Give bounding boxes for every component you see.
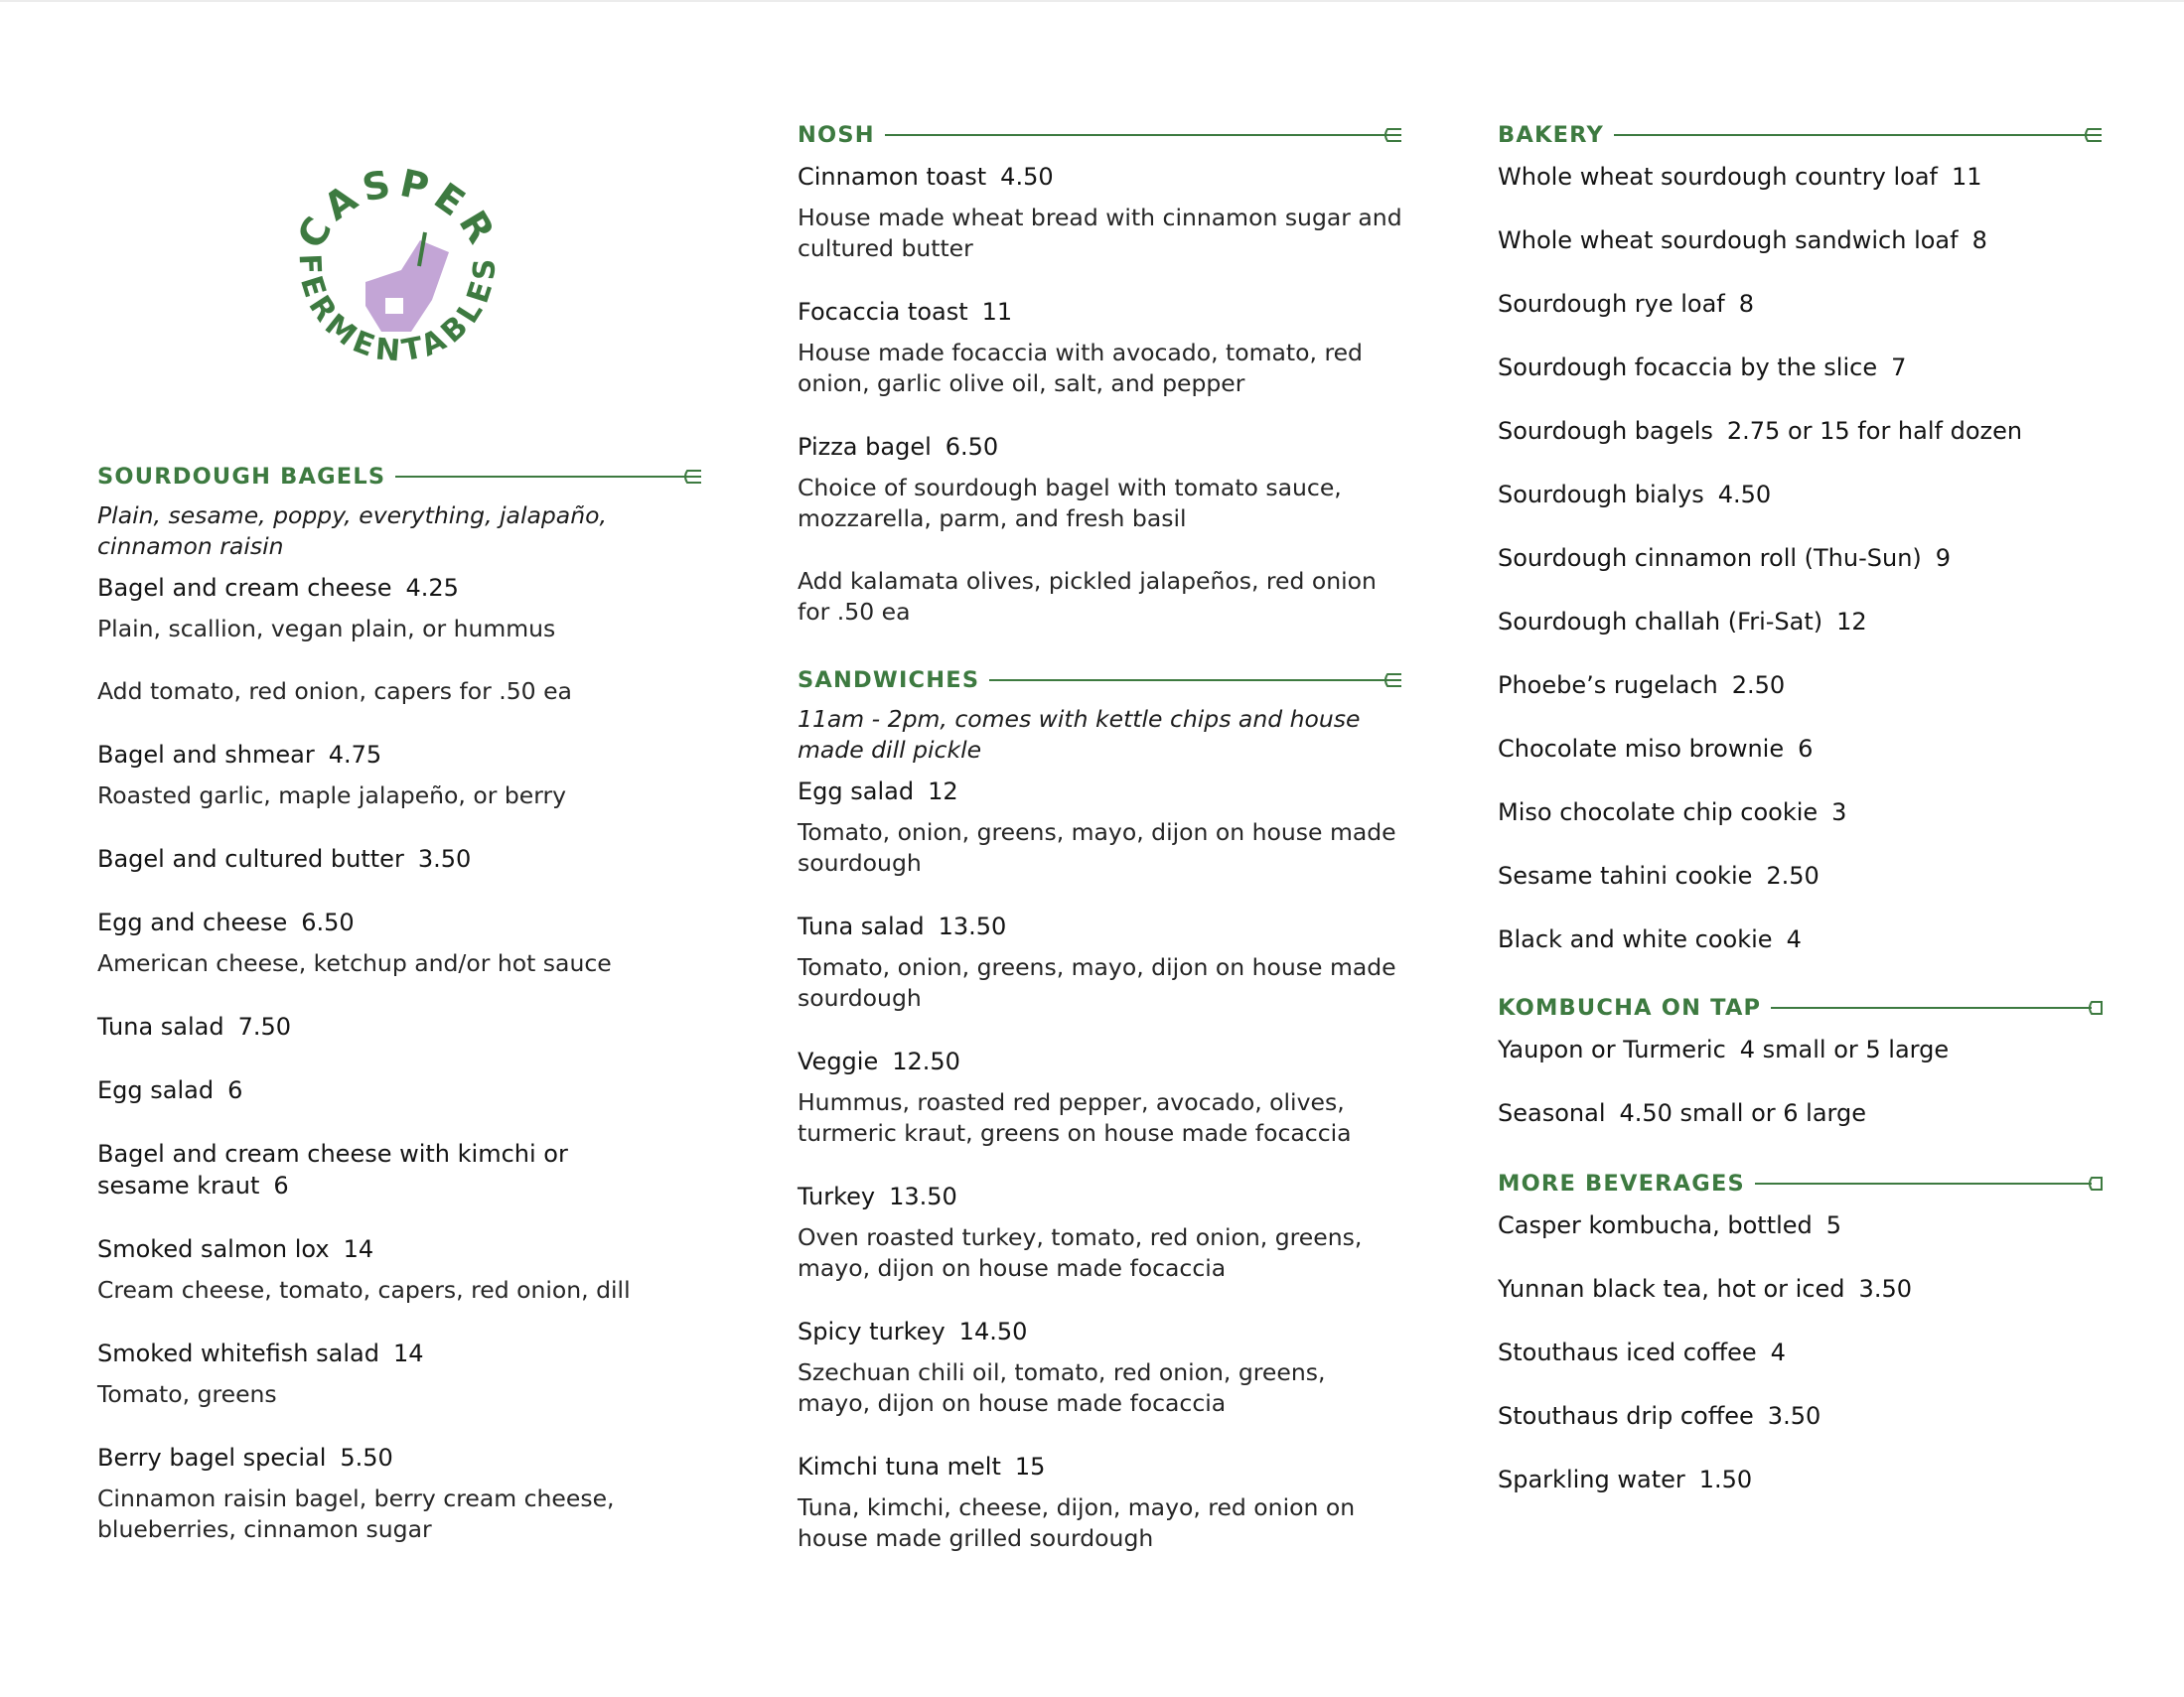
menu-item-name: Smoked salmon lox bbox=[97, 1235, 330, 1263]
menu-item-name: Sourdough focaccia by the slice bbox=[1498, 354, 1878, 381]
menu-item-description: Tuna, kimchi, cheese, dijon, mayo, red onion on house made grilled sourdough bbox=[798, 1493, 1356, 1552]
menu-item-description: Tomato, onion, greens, mayo, dijon on house made sourdough bbox=[798, 818, 1396, 877]
menu-item-title bbox=[1498, 1034, 2104, 1065]
section-header bbox=[97, 461, 703, 493]
menu-item-title bbox=[1498, 352, 2104, 383]
menu-item bbox=[1498, 860, 2104, 892]
section-title: BAKERY bbox=[1498, 119, 1614, 151]
menu-item-title bbox=[1498, 161, 2104, 193]
menu-item-description: Tomato, onion, greens, mayo, dijon on house made sourdough bbox=[798, 953, 1396, 1012]
menu-item bbox=[1498, 415, 2104, 447]
menu-item-name: Casper kombucha, bottled bbox=[1498, 1211, 1813, 1239]
section-kombucha-on-tap bbox=[1498, 992, 2104, 1129]
section-header bbox=[1498, 1168, 2104, 1200]
menu-item-price: 14.50 bbox=[958, 1318, 1028, 1345]
menu-item bbox=[798, 911, 1403, 1014]
menu-item-price: 4.25 bbox=[405, 574, 459, 602]
menu-item-name: Seasonal bbox=[1498, 1099, 1606, 1127]
menu-item bbox=[1498, 1400, 2104, 1432]
menu-item-name: Sparkling water bbox=[1498, 1466, 1685, 1493]
menu-item-title bbox=[798, 1046, 1403, 1077]
menu-item bbox=[1498, 1464, 2104, 1495]
menu-item-description: Plain, scallion, vegan plain, or hummus bbox=[97, 615, 556, 642]
menu-item-title bbox=[1498, 733, 2104, 765]
section-title: NOSH bbox=[798, 119, 885, 151]
menu-item-name: Tuna salad bbox=[798, 913, 925, 940]
menu-item-price: 13.50 bbox=[938, 913, 1007, 940]
menu-item bbox=[798, 1316, 1403, 1419]
menu-item-price: 4.75 bbox=[328, 741, 382, 769]
menu-item bbox=[1498, 288, 2104, 320]
menu-item-price: 7 bbox=[1891, 354, 1907, 381]
casper-fermentables-logo bbox=[278, 159, 516, 397]
menu-item-description: Roasted garlic, maple jalapeño, or berry bbox=[97, 781, 567, 809]
menu-item bbox=[798, 1451, 1403, 1554]
menu-item-description: Hummus, roasted red pepper, avocado, olives, turmeric kraut, greens on house made focaccia bbox=[798, 1088, 1352, 1147]
menu-item bbox=[798, 431, 1403, 534]
menu-item bbox=[1498, 161, 2104, 193]
menu-item-title bbox=[97, 739, 654, 771]
menu-item-name: Bagel and cultured butter bbox=[97, 845, 404, 873]
menu-item bbox=[1498, 923, 2104, 955]
menu-item-title bbox=[97, 1074, 654, 1106]
section-header bbox=[798, 664, 1403, 696]
menu-item-name: Bagel and shmear bbox=[97, 741, 315, 769]
menu-item-price: 2.50 bbox=[1731, 671, 1786, 699]
section-sandwiches bbox=[798, 664, 1403, 1554]
menu-item-title bbox=[1498, 1337, 2104, 1368]
menu-item-description: House made wheat bread with cinnamon sugar and cultured butter bbox=[798, 204, 1402, 262]
menu-item bbox=[1498, 1034, 2104, 1065]
menu-item bbox=[97, 739, 703, 811]
menu-item bbox=[1498, 796, 2104, 828]
menu-item bbox=[1498, 1097, 2104, 1129]
menu-item-name: Berry bagel special bbox=[97, 1444, 327, 1472]
menu-item-price: 4 bbox=[1786, 925, 1802, 953]
menu-item bbox=[1498, 479, 2104, 510]
menu-item bbox=[97, 907, 703, 979]
section-bakery bbox=[1498, 119, 2104, 955]
menu-item-price: 1.50 bbox=[1698, 1466, 1753, 1493]
menu-item-price: 4.50 bbox=[1000, 163, 1054, 191]
section-note: 11am - 2pm, comes with kettle chips and house made dill pickle bbox=[798, 705, 1361, 764]
menu-item-description: Szechuan chili oil, tomato, red onion, greens, mayo, dijon on house made focaccia bbox=[798, 1358, 1326, 1417]
section-title: KOMBUCHA ON TAP bbox=[1498, 992, 1771, 1024]
menu-item-price: 14 bbox=[343, 1235, 374, 1263]
menu-item-price: 2.75 or 15 for half dozen bbox=[1726, 417, 2023, 445]
menu-item-title bbox=[97, 1442, 654, 1474]
menu-item-title bbox=[97, 1011, 654, 1043]
menu-item-title bbox=[798, 776, 1403, 807]
menu-item-price: 4.50 bbox=[1717, 481, 1772, 508]
menu-item-name: Black and white cookie bbox=[1498, 925, 1773, 953]
menu-item-price: 4 bbox=[1770, 1339, 1786, 1366]
menu-item-name: Cinnamon toast bbox=[798, 163, 987, 191]
menu-item-price: 13.50 bbox=[889, 1183, 957, 1210]
menu-item-name: Spicy turkey bbox=[798, 1318, 946, 1345]
menu-item-title bbox=[798, 1316, 1403, 1347]
menu-item-name: Sourdough bagels bbox=[1498, 417, 1713, 445]
menu-item-title bbox=[97, 1233, 654, 1265]
menu-item bbox=[798, 296, 1403, 399]
menu-item-price: 7.50 bbox=[237, 1013, 292, 1041]
menu-item-description: Cream cheese, tomato, capers, red onion, dill bbox=[97, 1276, 631, 1304]
menu-item-price: 6 bbox=[1798, 735, 1814, 763]
menu-item-price: 9 bbox=[1935, 544, 1952, 572]
menu-item-price: 6 bbox=[273, 1172, 289, 1200]
menu-item-name: Focaccia toast bbox=[798, 298, 968, 326]
menu-item-description: House made focaccia with avocado, tomato, red onion, garlic olive oil, salt, and pepper bbox=[798, 339, 1363, 397]
menu-item-title bbox=[97, 907, 654, 938]
menu-item-name: Whole wheat sourdough sandwich loaf bbox=[1498, 226, 1959, 254]
menu-item-price: 12 bbox=[928, 778, 958, 805]
menu-item-price: 8 bbox=[1738, 290, 1755, 318]
menu-item bbox=[1498, 224, 2104, 256]
menu-item bbox=[798, 776, 1403, 879]
menu-item-name: Pizza bagel bbox=[798, 433, 932, 461]
section-nosh bbox=[798, 119, 1403, 628]
section-sourdough-bagels bbox=[97, 461, 703, 1545]
menu-item bbox=[1498, 1209, 2104, 1241]
menu-item-price: 15 bbox=[1014, 1453, 1046, 1481]
menu-item bbox=[97, 572, 703, 644]
menu-item-name: Veggie bbox=[798, 1048, 879, 1075]
menu-item-name: Turkey bbox=[798, 1183, 876, 1210]
menu-item-price: 4.50 small or 6 large bbox=[1619, 1099, 1867, 1127]
addon-note: Add tomato, red onion, capers for .50 ea bbox=[97, 677, 572, 705]
menu-item-title bbox=[1498, 224, 2104, 256]
menu-item bbox=[97, 1442, 703, 1545]
menu-item-price: 11 bbox=[981, 298, 1013, 326]
menu-item-title bbox=[798, 1451, 1403, 1483]
menu-item-title bbox=[798, 431, 1403, 463]
section-header bbox=[798, 119, 1403, 151]
menu-item-price: 4 small or 5 large bbox=[1739, 1036, 1950, 1063]
fork-line-icon bbox=[798, 119, 1403, 151]
logo-text-bottom: FERMENTABLES bbox=[291, 252, 504, 369]
menu-item-title bbox=[798, 161, 1403, 193]
top-border bbox=[0, 0, 2184, 2]
menu-item-title bbox=[1498, 796, 2104, 828]
menu-item-title bbox=[1498, 1273, 2104, 1305]
menu-item-price: 14 bbox=[392, 1340, 424, 1367]
menu-item-title bbox=[1498, 415, 2104, 447]
menu-item bbox=[97, 843, 703, 875]
menu-item-price: 12 bbox=[1836, 608, 1867, 636]
addon-note: Add kalamata olives, pickled jalapeños, red onion for .50 ea bbox=[798, 567, 1377, 626]
menu-item-title bbox=[798, 1181, 1403, 1212]
menu-item-title bbox=[1498, 288, 2104, 320]
menu-item-title bbox=[1498, 669, 2104, 701]
section-header bbox=[1498, 992, 2104, 1024]
menu-item-price: 11 bbox=[1952, 163, 1982, 191]
menu-item-title bbox=[97, 572, 654, 604]
menu-item-title bbox=[97, 1338, 654, 1369]
section-title: SANDWICHES bbox=[798, 664, 989, 696]
menu-item-name: Whole wheat sourdough country loaf bbox=[1498, 163, 1939, 191]
menu-item bbox=[798, 161, 1403, 264]
menu-item-price: 12.50 bbox=[892, 1048, 960, 1075]
menu-item-description: Oven roasted turkey, tomato, red onion, greens, mayo, dijon on house made focaccia bbox=[798, 1223, 1363, 1282]
menu-item-title bbox=[798, 296, 1403, 328]
menu-item-description: American cheese, ketchup and/or hot sauce bbox=[97, 949, 612, 977]
menu-item-description: Choice of sourdough bagel with tomato sauce, mozzarella, parm, and fresh basil bbox=[798, 474, 1342, 532]
menu-item-title bbox=[798, 911, 1403, 942]
menu-item-name: Bagel and cream cheese with kimchi or sesame kraut bbox=[97, 1140, 568, 1200]
menu-item-price: 6.50 bbox=[301, 909, 355, 936]
menu-item bbox=[1498, 1337, 2104, 1368]
menu-item-name: Stouthaus iced coffee bbox=[1498, 1339, 1757, 1366]
menu-item-price: 5.50 bbox=[340, 1444, 393, 1472]
menu-item-name: Sesame tahini cookie bbox=[1498, 862, 1753, 890]
menu-item bbox=[1498, 542, 2104, 574]
section-title: MORE BEVERAGES bbox=[1498, 1168, 1755, 1200]
menu-item bbox=[97, 1338, 703, 1410]
menu-item-price: 6.50 bbox=[945, 433, 999, 461]
section-title: SOURDOUGH BAGELS bbox=[97, 461, 395, 493]
menu-item-title bbox=[97, 1138, 654, 1202]
menu-item-title bbox=[1498, 1209, 2104, 1241]
menu-item-price: 3.50 bbox=[1858, 1275, 1912, 1303]
section-note: Plain, sesame, poppy, everything, jalapaño, cinnamon raisin bbox=[97, 501, 607, 560]
menu-item-title bbox=[1498, 1097, 2104, 1129]
menu-item-price: 3.50 bbox=[1767, 1402, 1821, 1430]
menu-item-name: Yunnan black tea, hot or iced bbox=[1498, 1275, 1845, 1303]
menu-item-name: Tuna salad bbox=[97, 1013, 224, 1041]
menu-item-name: Sourdough rye loaf bbox=[1498, 290, 1725, 318]
menu-item bbox=[1498, 733, 2104, 765]
menu-item-name: Egg and cheese bbox=[97, 909, 288, 936]
menu-item-title bbox=[97, 843, 654, 875]
hand-wave-icon bbox=[365, 232, 449, 332]
menu-item-title bbox=[1498, 923, 2104, 955]
menu-item bbox=[1498, 1273, 2104, 1305]
menu-item-title bbox=[1498, 1464, 2104, 1495]
menu-item-price: 6 bbox=[227, 1076, 243, 1104]
menu-item-name: Stouthaus drip coffee bbox=[1498, 1402, 1754, 1430]
menu-item bbox=[1498, 606, 2104, 637]
section-more-beverages bbox=[1498, 1168, 2104, 1495]
menu-item bbox=[97, 1074, 703, 1106]
menu-item bbox=[97, 1233, 703, 1306]
menu-item-name: Phoebe’s rugelach bbox=[1498, 671, 1718, 699]
menu-item-title bbox=[1498, 542, 2104, 574]
menu-item bbox=[97, 1011, 703, 1043]
menu-item-title bbox=[1498, 479, 2104, 510]
menu-item bbox=[798, 1181, 1403, 1284]
menu-item-name: Sourdough cinnamon roll (Thu-Sun) bbox=[1498, 544, 1922, 572]
section-header bbox=[1498, 119, 2104, 151]
menu-item bbox=[1498, 669, 2104, 701]
menu-item-price: 8 bbox=[1971, 226, 1987, 254]
menu-item-price: 3 bbox=[1831, 798, 1847, 826]
menu-item-title bbox=[1498, 606, 2104, 637]
menu-item-name: Egg salad bbox=[97, 1076, 215, 1104]
menu-item-name: Miso chocolate chip cookie bbox=[1498, 798, 1819, 826]
menu-item-price: 2.50 bbox=[1766, 862, 1820, 890]
menu-item-price: 5 bbox=[1825, 1211, 1842, 1239]
menu-item-title bbox=[1498, 860, 2104, 892]
menu-item-price: 3.50 bbox=[417, 845, 472, 873]
menu-item-name: Sourdough challah (Fri-Sat) bbox=[1498, 608, 1823, 636]
menu-item-name: Sourdough bialys bbox=[1498, 481, 1704, 508]
menu-item bbox=[798, 1046, 1403, 1149]
menu-item-name: Yaupon or Turmeric bbox=[1498, 1036, 1726, 1063]
menu-item bbox=[97, 1138, 703, 1202]
menu-item-title bbox=[1498, 1400, 2104, 1432]
menu-item-description: Tomato, greens bbox=[97, 1380, 277, 1408]
menu-item-name: Smoked whitefish salad bbox=[97, 1340, 379, 1367]
menu-item-name: Kimchi tuna melt bbox=[798, 1453, 1001, 1481]
logo-text-top: CASPER bbox=[288, 161, 507, 256]
menu-item-name: Chocolate miso brownie bbox=[1498, 735, 1785, 763]
menu-item-name: Egg salad bbox=[798, 778, 915, 805]
menu-item-description: Cinnamon raisin bagel, berry cream cheese, blueberries, cinnamon sugar bbox=[97, 1485, 615, 1543]
menu-item-name: Bagel and cream cheese bbox=[97, 574, 392, 602]
menu-item bbox=[1498, 352, 2104, 383]
